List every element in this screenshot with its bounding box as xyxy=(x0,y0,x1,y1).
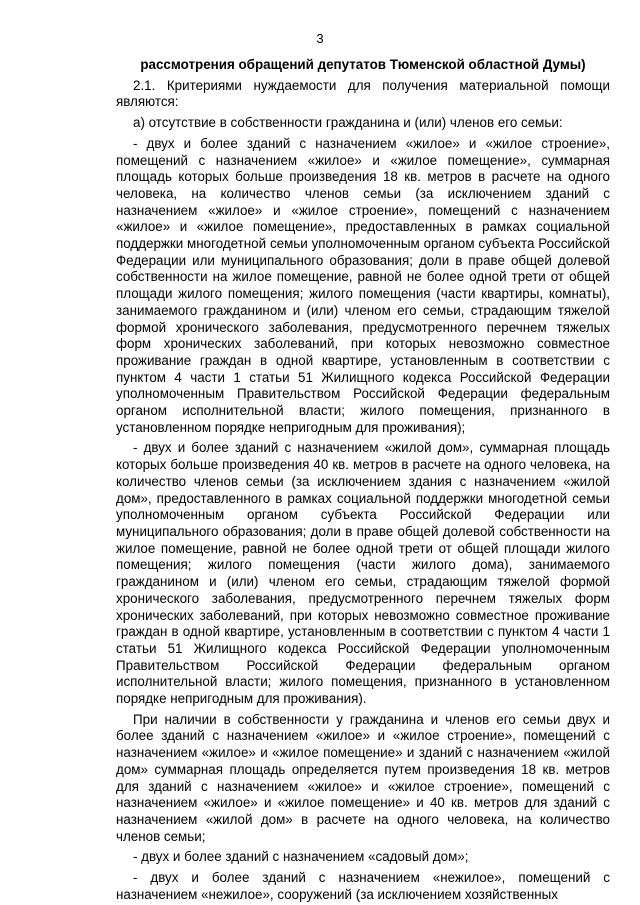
section-heading: рассмотрения обращений депутатов Тюменской областной Думы) xyxy=(140,57,586,72)
page-number: 3 xyxy=(316,31,324,46)
paragraph-residential-houses: - двух и более зданий с назначением «жилой дом», суммарная площадь которых больше произведения 40 кв. метров в расчете на одного человека, на количество членов семьи (за исключением здания с назначением «жилой дом», предоставленного в рамках социальной поддержки многодетной семьи уполномоченным органом субъекта Российской Федерации или муниципального образования; доли в праве общей долевой собственности на жилое помещение, равной не более одной трети от общей площади жилого помещения; жилого помещения (части жилого дома), занимаемого гражданином и (или) членом его семьи, страдающим тяжелой формой хронического заболевания, предусмотренного перечнем тяжелых форм хронических заболеваний, при которых невозможно совместное проживание граждан в одной квартире, установленным в соответствии с пунктом 4 части 1 статьи 51 Жилищного кодекса Российской Федерации уполномоченным Правительством Российской Федерации федеральным органом исполнительной власти; жилого помещения, признанного в установленном порядке непригодным для проживания). xyxy=(116,440,610,707)
paragraph-combined-area: При наличии в собственности у гражданина и членов его семьи двух и более зданий с назначением «жилое» и «жилое строение», помещений с назначением «жилое» и «жилое помещение» и зданий с назначением «жилой дом» суммарная площадь определяется путем произведения 18 кв. метров для зданий с назначением «жилое» и «жилое строение», помещений с назначением «жилое» и «жилое помещение» и 40 кв. метров для зданий с назначением «жилой дом» в расчете на одного человека, на количество членов семьи; xyxy=(116,711,610,844)
paragraph-subitem-a: а) отсутствие в собственности гражданина и (или) членов его семьи: xyxy=(133,115,563,131)
paragraph-residential-buildings: - двух и более зданий с назначением «жилое» и «жилое строение», помещений с назначением «жилое» и «жилое помещение», суммарная площадь которых больше произведения 18 кв. метров в расчете на одного человека, на количество членов семьи (за исключением зданий с назначением «жилое» и «жилое строение», помещений с назначением «жилое» и «жилое помещение», предоставленных в рамках социальной поддержки многодетной семьи уполномоченным органом субъекта Российской Федерации или муниципального образования; доли в праве общей долевой собственности на жилое помещение, равной не более одной трети от общей площади жилого помещения; жилого помещения (части квартиры, комнаты), занимаемого гражданином и (или) членом его семьи, страдающим тяжелой формой хронического заболевания, предусмотренного перечнем тяжелых форм хронических заболеваний, при которых невозможно совместное проживание граждан в одной квартире, установленным в соответствии с пунктом 4 части 1 статьи 51 Жилищного кодекса Российской Федерации уполномоченным Правительством Российской Федерации федеральным органом исполнительной власти; жилого помещения, признанного в установленном порядке непригодным для проживания); xyxy=(116,135,610,435)
paragraph-non-residential: - двух и более зданий с назначением «нежилое», помещений с назначением «нежилое», сооружений (за исключением хозяйственных xyxy=(116,870,610,902)
paragraph-criteria: 2.1. Критериями нуждаемости для получения материальной помощи являются: xyxy=(116,77,610,110)
document-body xyxy=(116,57,610,903)
paragraph-garden-houses: - двух и более зданий с назначением «садовый дом»; xyxy=(133,849,469,865)
